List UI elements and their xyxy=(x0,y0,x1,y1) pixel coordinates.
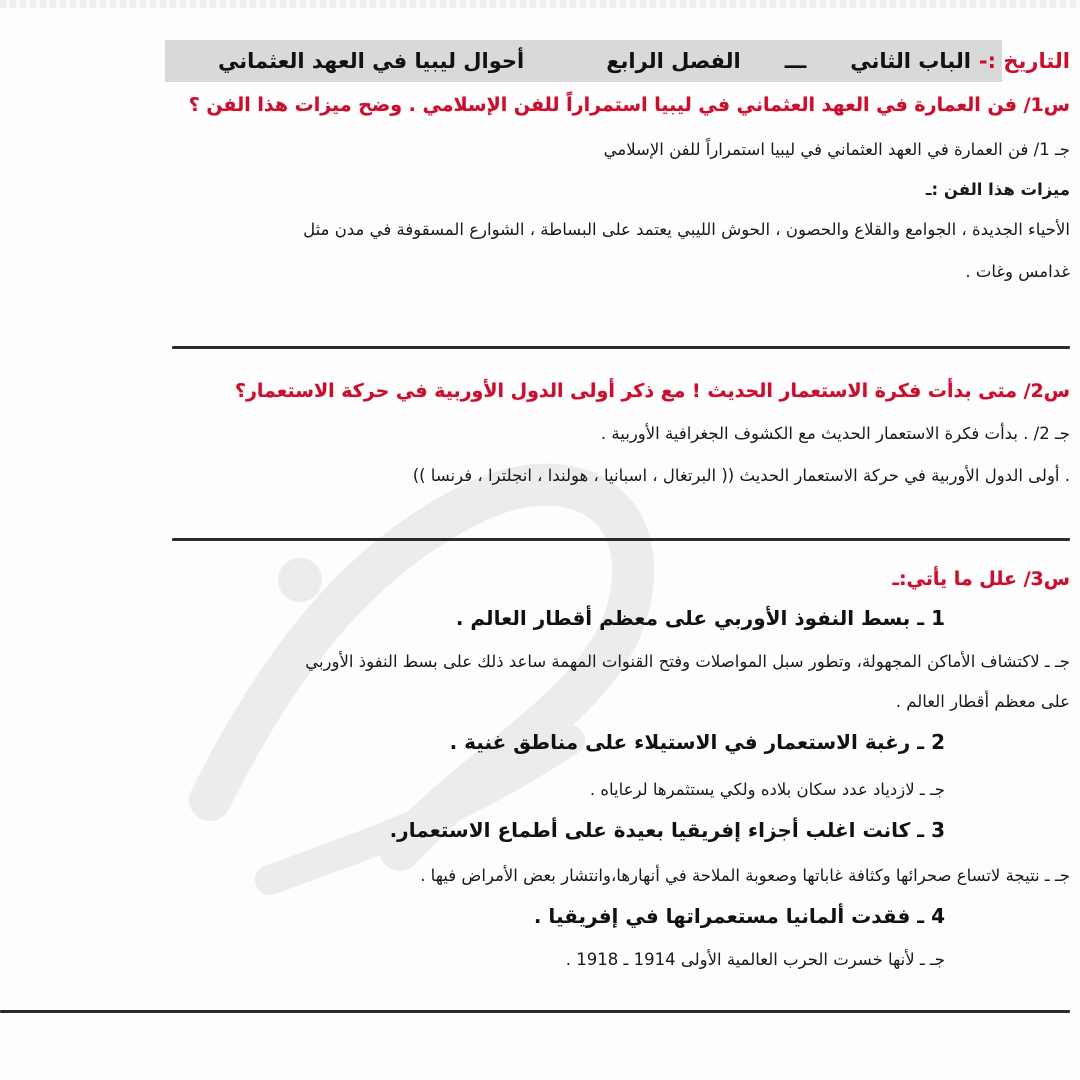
features-line-2: غدامس وغات . xyxy=(965,262,1070,281)
reason-1-answer-line-1: جـ ـ لاكتشاف الأماكن المجهولة، وتطور سبل المواصلات وفتح القنوات المهمة ساعد ذلك على بسط النفوذ الأوربي xyxy=(305,652,1070,671)
question-3: س3/ علل ما يأتي:ـ xyxy=(892,568,1070,590)
reason-4-heading: 4 ـ فقدت ألمانيا مستعمراتها في إفريقيا . xyxy=(533,904,945,928)
reason-3-answer: جـ ـ نتيجة لاتساع صحرائها وكثافة غاباتها وصعوبة الملاحة في أنهارها،وانتشار بعض الأمراض فيها . xyxy=(420,866,1070,885)
section-divider xyxy=(172,346,1070,349)
chapter-title: الفصل الرابع xyxy=(606,49,741,73)
answer-1: جـ 1/ فن العمارة في العهد العثماني في ليبيا استمراراً للفن الإسلامي xyxy=(603,140,1070,159)
reason-3-heading: 3 ـ كانت اغلب أجزاء إفريقيا بعيدة على أطماع الاستعمار. xyxy=(389,818,945,842)
question-2: س2/ متى بدأت فكرة الاستعمار الحديث ! مع ذكر أولى الدول الأوربية في حركة الاستعمار؟ xyxy=(234,380,1070,402)
lesson-title: أحوال ليبيا في العهد العثماني xyxy=(218,49,525,73)
section-divider xyxy=(0,1010,1070,1013)
part-title: الباب الثاني xyxy=(850,49,971,73)
subject-label: التاريخ :- xyxy=(978,49,1070,73)
reason-2-answer: جـ ـ لازدياد عدد سكان بلاده ولكي يستثمرها لرعاياه . xyxy=(589,780,945,799)
answer-2-line-1: جـ 2/ . بدأت فكرة الاستعمار الحديث مع الكشوف الجغرافية الأوربية . xyxy=(600,424,1070,443)
reason-1-heading: 1 ـ بسط النفوذ الأوربي على معظم أقطار العالم . xyxy=(455,606,945,630)
features-line-1: الأحياء الجديدة ، الجوامع والقلاع والحصون ، الحوش الليبي يعتمد على البساطة ، الشوارع المسقوفة في مدن مثل xyxy=(303,220,1070,239)
features-label: ميزات هذا الفن :ـ xyxy=(925,180,1070,199)
answer-2-line-2: . أولى الدول الأوربية في حركة الاستعمار الحديث (( البرتغال ، اسبانيا ، هولندا ، انجلترا ، فرنسا )) xyxy=(412,466,1070,485)
header-separator: ـــ xyxy=(784,49,807,73)
document-header xyxy=(165,40,1070,82)
reason-2-heading: 2 ـ رغبة الاستعمار في الاستيلاء على مناطق غنية . xyxy=(449,730,945,754)
reason-1-answer-line-2: على معظم أقطار العالم . xyxy=(895,692,1070,711)
question-1: س1/ فن العمارة في العهد العثماني في ليبيا استمراراً للفن الإسلامي . وضح ميزات هذا الفن ؟ xyxy=(188,94,1070,116)
reason-4-answer: جـ ـ لأنها خسرت الحرب العالمية الأولى 1914 ـ 1918 . xyxy=(565,950,945,969)
section-divider xyxy=(172,538,1070,541)
